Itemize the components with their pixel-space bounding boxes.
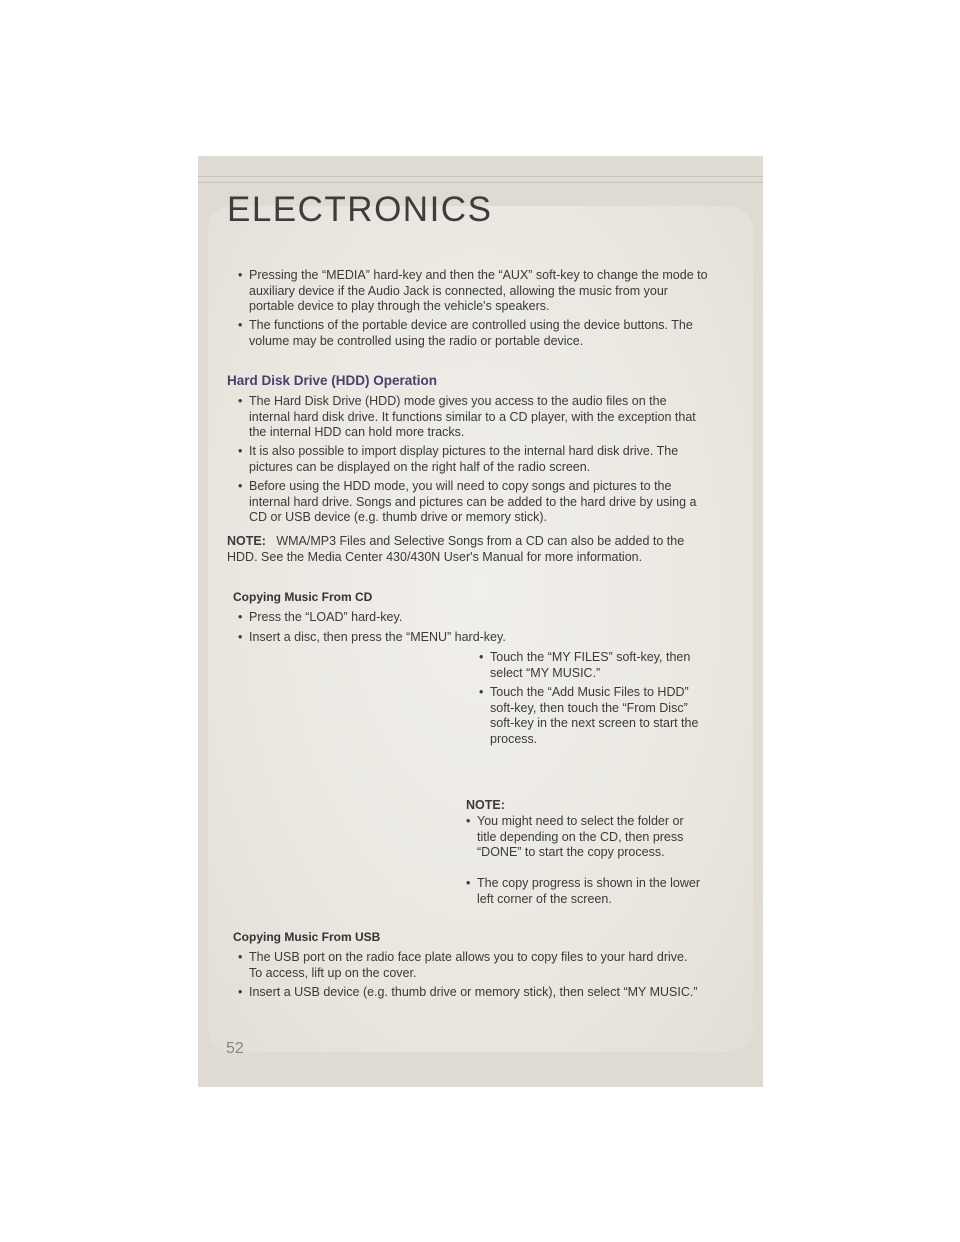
intro-bullet-2-text: The functions of the portable device are controlled using the device buttons. The volume may be controlled using the radio or portable device.: [249, 318, 693, 348]
note-1-label: NOTE:: [227, 534, 266, 548]
note-2-label: NOTE:: [466, 798, 505, 812]
header-rule-secondary: [198, 182, 763, 183]
hdd-bullet-1-text: The Hard Disk Drive (HDD) mode gives you access to the audio files on the internal hard disk drive. It functions similar to a CD player, with the exception that the internal HDD can hold more tracks.: [249, 394, 696, 440]
cd-right-bullet-2: • Touch the “Add Music Files to HDD” soft-key, then touch the “From Disc” soft-key in the next screen to start the process.: [479, 685, 704, 747]
cd-bullet-2: • Insert a disc, then press the “MENU” hard-key.: [238, 630, 558, 646]
note-2-bullet-1: • You might need to select the folder or title depending on the CD, then press “DONE” to start the copy process.: [466, 814, 706, 861]
hdd-heading: Hard Disk Drive (HDD) Operation: [227, 373, 438, 388]
usb-bullet-2-text: Insert a USB device (e.g. thumb drive or memory stick), then select “MY MUSIC.”: [249, 985, 698, 999]
section-title: ELECTRONICS: [227, 190, 493, 229]
hdd-bullet-3: • Before using the HDD mode, you will need to copy songs and pictures to the internal hard drive. Songs and pictures can be added to the hard drive by using a CD or USB device (e.g. thumb drive or memory stick).: [238, 479, 712, 526]
usb-bullet-2: • Insert a USB device (e.g. thumb drive or memory stick), then select “MY MUSIC.”: [238, 985, 708, 1001]
hdd-bullet-2: • It is also possible to import display pictures to the internal hard disk drive. The pictures can be displayed on the right half of the radio screen.: [238, 444, 708, 475]
hdd-bullet-1: • The Hard Disk Drive (HDD) mode gives you access to the audio files on the internal hard disk drive. It functions similar to a CD player, with the exception that the internal HDD can hold more tracks.: [238, 394, 708, 441]
usb-heading: Copying Music From USB: [233, 930, 381, 944]
usb-bullet-1-text: The USB port on the radio face plate allows you to copy files to your hard drive. To access, lift up on the cover.: [249, 950, 688, 980]
page-number: 52: [226, 1040, 244, 1057]
note-1-text: WMA/MP3 Files and Selective Songs from a CD can also be added to the HDD. See the Media Center 430/430N User's Manual for more information.: [227, 534, 685, 564]
cd-bullet-1: • Press the “LOAD” hard-key.: [238, 610, 538, 626]
cd-heading: Copying Music From CD: [233, 590, 373, 604]
note-2-bullet-2: • The copy progress is shown in the lower left corner of the screen.: [466, 876, 706, 907]
note-1: [227, 534, 705, 565]
hdd-bullet-3-text: Before using the HDD mode, you will need to copy songs and pictures to the internal hard drive. Songs and pictures can be added to the hard drive by using a CD or USB device (e.g. thumb drive or memory stick).: [249, 479, 697, 525]
cd-bullet-2-text: Insert a disc, then press the “MENU” hard-key.: [249, 630, 506, 644]
note-2-bullet-2-text: The copy progress is shown in the lower left corner of the screen.: [477, 876, 701, 906]
intro-bullet-1-text: Pressing the “MEDIA” hard-key and then the “AUX” soft-key to change the mode to auxiliary device if the Audio Jack is connected, allowing the music from your portable device to play through the vehicle's speakers.: [249, 268, 708, 314]
cd-right-bullet-1-text: Touch the “MY FILES” soft-key, then select “MY MUSIC.”: [490, 650, 691, 680]
header-rule: [198, 176, 763, 177]
cd-right-bullet-1: • Touch the “MY FILES” soft-key, then select “MY MUSIC.”: [479, 650, 704, 681]
hdd-bullet-2-text: It is also possible to import display pictures to the internal hard disk drive. The pictures can be displayed on the right half of the radio screen.: [249, 444, 679, 474]
cd-right-bullet-2-text: Touch the “Add Music Files to HDD” soft-key, then touch the “From Disc” soft-key in the next screen to start the process.: [490, 685, 699, 746]
intro-bullet-1: • Pressing the “MEDIA” hard-key and then the “AUX” soft-key to change the mode to auxiliary device if the Audio Jack is connected, allowing the music from your portable device to play through the vehicle's speakers.: [238, 268, 708, 314]
intro-bullet-2: • The functions of the portable device are controlled using the device buttons. The volume may be controlled using the radio or portable device.: [238, 318, 693, 348]
usb-bullet-1: • The USB port on the radio face plate allows you to copy files to your hard drive. To access, lift up on the cover.: [238, 950, 698, 981]
note-2-bullet-1-text: You might need to select the folder or title depending on the CD, then press “DONE” to start the copy process.: [477, 814, 684, 860]
cd-bullet-1-text: Press the “LOAD” hard-key.: [249, 610, 403, 624]
